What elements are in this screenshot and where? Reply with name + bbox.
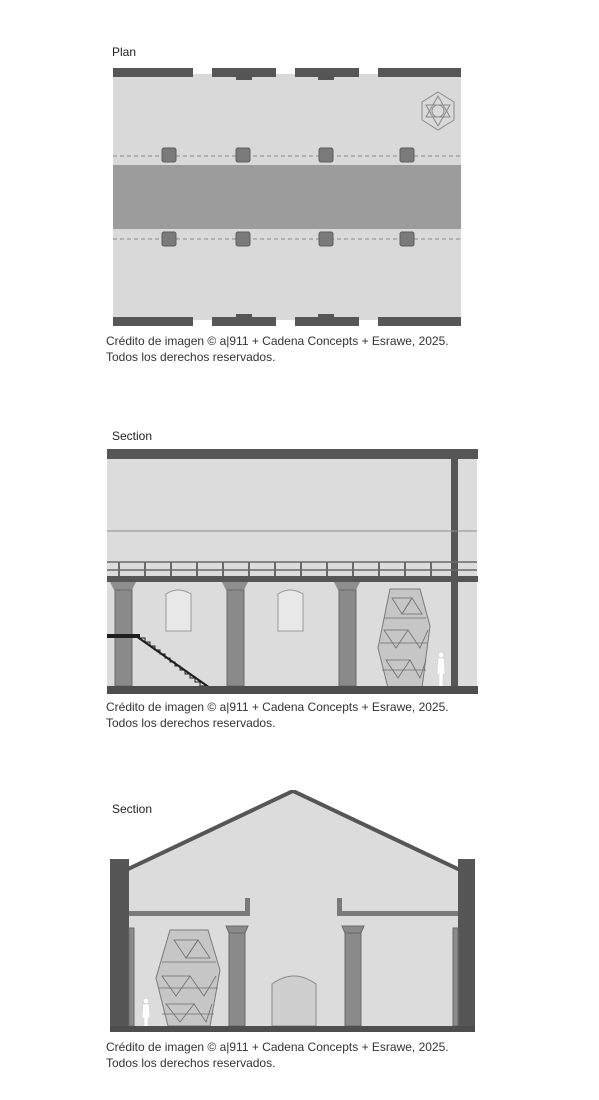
plan-label: Plan bbox=[112, 45, 137, 59]
section-window bbox=[278, 590, 303, 631]
caption-line: Todos los derechos reservados. bbox=[106, 350, 276, 364]
plan-column bbox=[400, 232, 414, 246]
cross-section-caption bbox=[106, 1039, 526, 1071]
cross-section-arch-door bbox=[272, 976, 316, 1026]
cross-section-left-wall bbox=[110, 859, 129, 1031]
caption-line: Crédito de imagen © a|911 + Cadena Concepts + Esrawe, 2025. bbox=[106, 1040, 449, 1054]
cross-section-installation-icon bbox=[156, 930, 220, 1026]
cross-section-column bbox=[453, 928, 458, 1026]
section-cross-drawing bbox=[108, 790, 478, 1036]
plan-column bbox=[162, 232, 176, 246]
cross-section-capital bbox=[226, 926, 248, 933]
plan-column bbox=[236, 148, 250, 162]
section-longitudinal-drawing bbox=[106, 448, 480, 696]
cross-section-floor bbox=[110, 1026, 475, 1032]
caption-line: Crédito de imagen © a|911 + Cadena Concepts + Esrawe, 2025. bbox=[106, 334, 449, 348]
plan-column bbox=[162, 148, 176, 162]
plan-column bbox=[236, 232, 250, 246]
plan-caption bbox=[106, 333, 526, 365]
plan-column bbox=[400, 148, 414, 162]
section-column bbox=[227, 590, 244, 686]
plan-drawing bbox=[108, 64, 468, 330]
plan-column bbox=[319, 232, 333, 246]
cross-section-right-wall bbox=[458, 859, 475, 1031]
plan-column bbox=[319, 148, 333, 162]
cross-section-column bbox=[229, 933, 245, 1026]
cross-section-column bbox=[345, 933, 361, 1026]
section-window bbox=[166, 590, 191, 631]
plan-central-aisle bbox=[113, 165, 461, 229]
section-label: Section bbox=[112, 429, 153, 443]
caption-line: Todos los derechos reservados. bbox=[106, 716, 276, 730]
caption-line: Todos los derechos reservados. bbox=[106, 1056, 276, 1070]
cross-section-capital bbox=[342, 926, 364, 933]
section-roof bbox=[107, 449, 478, 459]
cross-section-column bbox=[129, 928, 134, 1026]
section-floor bbox=[107, 686, 478, 694]
section-caption bbox=[106, 699, 526, 731]
section-column bbox=[339, 590, 356, 686]
section-mezzanine-slab bbox=[107, 576, 478, 582]
caption-line: Crédito de imagen © a|911 + Cadena Concepts + Esrawe, 2025. bbox=[106, 700, 449, 714]
section-right-column bbox=[451, 457, 458, 689]
section-label: Section bbox=[112, 802, 153, 816]
